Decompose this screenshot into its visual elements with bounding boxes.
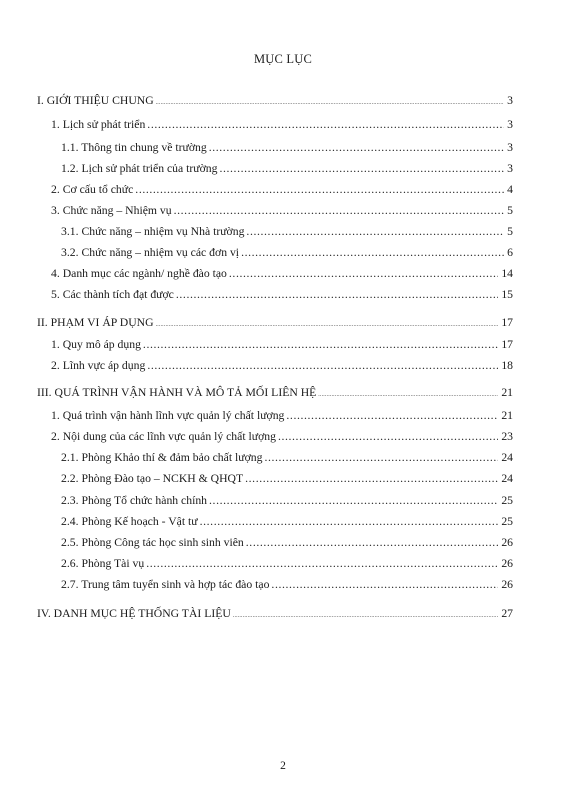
toc-entry[interactable] [37,224,513,240]
dot-leader [271,577,498,593]
toc-entry-label: 1. Lịch sử phát triển [51,118,146,131]
toc-entry[interactable] [37,140,513,156]
toc-entry-label: 2.3. Phòng Tổ chức hành chính [61,494,208,507]
toc-entry[interactable] [37,337,513,353]
dot-leader [147,358,498,374]
dot-leader [135,182,504,198]
toc-entry[interactable] [37,514,513,530]
toc-entry[interactable] [37,117,513,133]
toc-entry-page: 6 [507,246,513,259]
toc-entry-label: 2.5. Phòng Công tác học sinh sinh viên [61,536,244,549]
toc-entry[interactable] [37,266,513,282]
dot-leader [278,429,498,445]
dot-leader [147,117,504,133]
toc-entry-label: 2. Nội dung của các lĩnh vực quản lý chất lượng [51,430,276,443]
toc-entry-page: 17 [501,338,513,351]
toc-entry-page: 5 [507,225,513,238]
toc-entry-label: 1. Quy mô áp dụng [51,338,141,351]
toc-entry[interactable] [37,203,513,219]
dot-leader [318,387,498,403]
toc-entry[interactable] [37,182,513,198]
toc-entry-page: 21 [501,386,513,399]
dot-leader [245,471,498,487]
toc-entry-page: 4 [507,183,513,196]
toc-entry-page: 26 [501,557,513,570]
toc-entry[interactable] [37,535,513,551]
toc-entry-label: 3.1. Chức năng – nhiệm vụ Nhà trường [61,225,245,238]
toc-entry-page: 18 [501,359,513,372]
toc-entry[interactable] [37,556,513,572]
toc-entry-page: 24 [501,472,513,485]
toc-entry-page: 3 [507,162,513,175]
dot-leader [246,535,499,551]
toc-entry[interactable] [37,161,513,177]
toc-entry-page: 26 [501,578,513,591]
dot-leader [176,287,498,303]
toc-entry-label: 5. Các thành tích đạt được [51,288,174,301]
toc-entry-label: 2. Cơ cấu tổ chức [51,183,134,196]
toc-entry[interactable] [37,287,513,303]
dot-leader [156,95,504,111]
toc-entry-section-1[interactable] [37,93,513,109]
dot-leader [246,224,504,240]
dot-leader [233,608,499,624]
toc-entry-page: 25 [501,515,513,528]
toc-entry[interactable] [37,358,513,374]
toc-entry[interactable] [37,577,513,593]
toc-entry-page: 21 [501,409,513,422]
toc-entry-label: I. GIỚI THIỆU CHUNG [37,94,154,107]
toc-entry-label: 2.2. Phòng Đào tạo – NCKH & QHQT [61,472,244,485]
toc-entry-page: 24 [501,451,513,464]
toc-entry-label: 2.1. Phòng Khảo thí & đảm bảo chất lượng [61,451,263,464]
toc-entry-label: 1.1. Thông tin chung về trường [61,141,207,154]
toc-entry-section-2[interactable] [37,315,513,331]
dot-leader [286,408,498,424]
toc-entry-page: 5 [507,204,513,217]
toc-entry-label: III. QUÁ TRÌNH VẬN HÀNH VÀ MÔ TẢ MỐI LIÊN HỆ [37,386,317,399]
toc-entry-page: 14 [501,267,513,280]
dot-leader [264,450,498,466]
toc-entry-label: 1.2. Lịch sử phát triển của trường [61,162,218,175]
dot-leader [229,266,498,282]
toc-entry-page: 3 [507,94,513,107]
page-number: 2 [280,760,286,772]
dot-leader [174,203,504,219]
toc-entry-label: IV. DANH MỤC HỆ THỐNG TÀI LIỆU [37,607,231,620]
toc-entry-label: II. PHẠM VI ÁP DỤNG [37,316,154,329]
dot-leader [209,493,498,509]
toc-entry-section-3[interactable] [37,385,513,401]
toc-entry-label: 2.4. Phòng Kế hoạch - Vật tư [61,515,198,528]
toc-entry-label: 2.7. Trung tâm tuyển sinh và hợp tác đào tạo [61,578,270,591]
toc-entry-page: 23 [501,430,513,443]
dot-leader [200,514,499,530]
page-title: MỤC LỤC [253,52,312,66]
toc-entry-page: 17 [501,316,513,329]
dot-leader [143,337,498,353]
toc-entry-page: 3 [507,141,513,154]
toc-entry[interactable] [37,245,513,261]
dot-leader [209,140,504,156]
dot-leader [146,556,498,572]
toc-entry-page: 27 [501,607,513,620]
dot-leader [241,245,504,261]
toc-entry-label: 3. Chức năng – Nhiệm vụ [51,204,172,217]
toc-entry[interactable] [37,408,513,424]
toc-entry-label: 2.6. Phòng Tài vụ [61,557,145,570]
toc-entry-section-4[interactable] [37,606,513,622]
toc-entry-label: 4. Danh mục các ngành/ nghề đào tạo [51,267,227,280]
toc-entry[interactable] [37,450,513,466]
toc-entry-label: 2. Lĩnh vực áp dụng [51,359,146,372]
dot-leader [156,317,499,333]
toc-entry[interactable] [37,429,513,445]
dot-leader [219,161,504,177]
toc-entry-label: 3.2. Chức năng – nhiệm vụ các đơn vị [61,246,240,259]
toc-entry-page: 25 [501,494,513,507]
toc-entry[interactable] [37,471,513,487]
toc-entry-page: 26 [501,536,513,549]
toc-entry-page: 3 [507,118,513,131]
toc-entry[interactable] [37,493,513,509]
toc-entry-label: 1. Quá trình vận hành lĩnh vực quản lý chất lượng [51,409,285,422]
toc-entry-page: 15 [501,288,513,301]
